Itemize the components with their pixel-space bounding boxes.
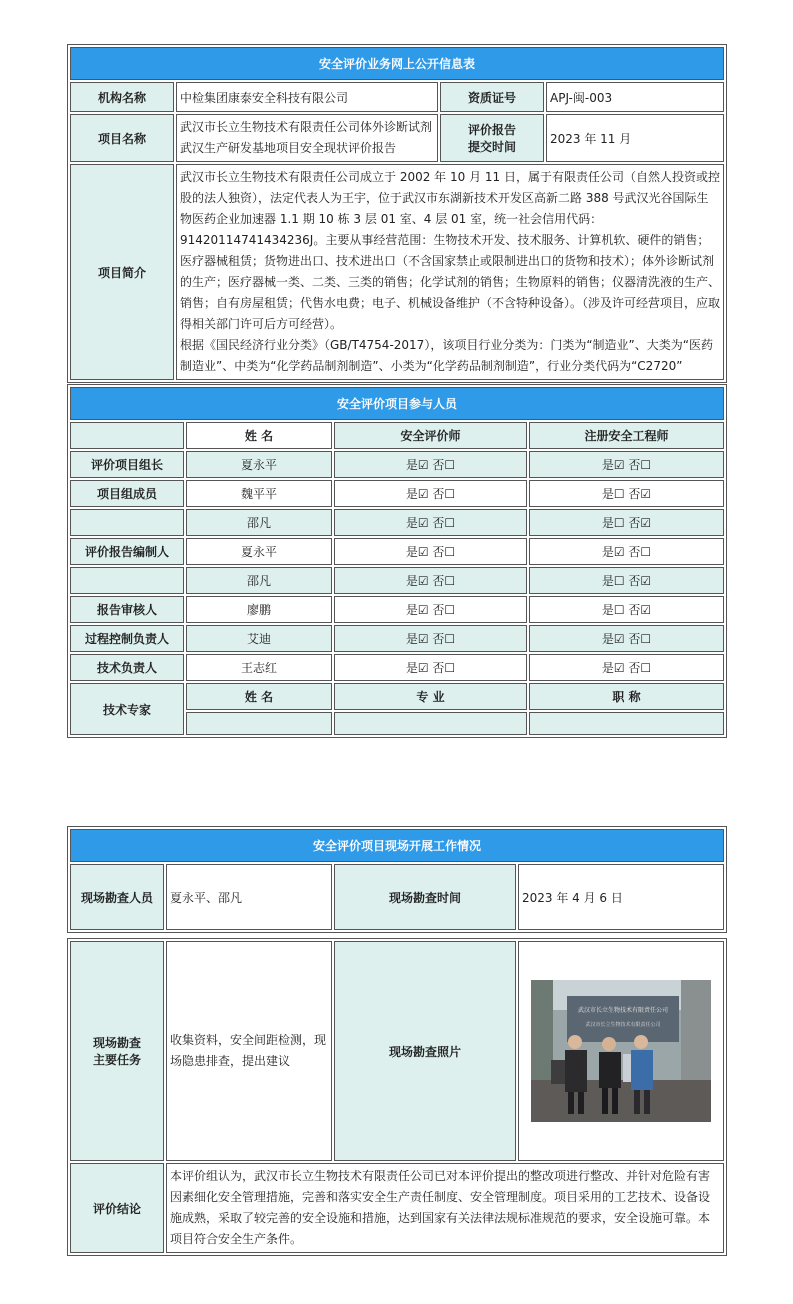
task-label xyxy=(70,941,164,1161)
engineer-check: 是☑ 否☐ xyxy=(529,538,724,565)
intro-label: 项目简介 xyxy=(70,164,174,380)
report-time-label-line1: 评价报告 xyxy=(467,123,516,137)
expert-major-cell xyxy=(334,712,527,735)
expert-col-name: 姓 名 xyxy=(186,683,332,710)
conclusion-label: 评价结论 xyxy=(70,1163,164,1253)
person-name: 夏永平 xyxy=(186,451,332,478)
report-time-label-line2: 提交时间 xyxy=(467,140,516,154)
evaluator-check: 是☑ 否☐ xyxy=(334,654,527,681)
role: 过程控制负责人 xyxy=(70,625,184,652)
role: 报告审核人 xyxy=(70,596,184,623)
site-work-table xyxy=(67,826,727,933)
report-time-label xyxy=(440,114,544,162)
expert-col-major: 专 业 xyxy=(334,683,527,710)
col-engineer: 注册安全工程师 xyxy=(529,422,724,449)
photo-cell xyxy=(518,941,724,1161)
person-name: 夏永平 xyxy=(186,538,332,565)
evaluator-check: 是☑ 否☐ xyxy=(334,480,527,507)
person-name: 邵凡 xyxy=(186,567,332,594)
engineer-check: 是☑ 否☐ xyxy=(529,625,724,652)
survey-time-label: 现场勘查时间 xyxy=(334,864,516,930)
role: 技术负责人 xyxy=(70,654,184,681)
survey-detail-table xyxy=(67,938,727,1256)
evaluator-check: 是☑ 否☐ xyxy=(334,509,527,536)
table-row xyxy=(70,451,724,478)
survey-time-value: 2023 年 4 月 6 日 xyxy=(518,864,724,930)
site-work-title: 安全评价项目现场开展工作情况 xyxy=(70,829,724,862)
person-name: 邵凡 xyxy=(186,509,332,536)
project-value: 武汉市长立生物技术有限责任公司体外诊断试剂武汉生产研发基地项目安全现状评价报告 xyxy=(176,114,438,162)
engineer-check: 是☐ 否☑ xyxy=(529,567,724,594)
expert-title-cell xyxy=(529,712,724,735)
role xyxy=(70,509,184,536)
intro-paragraph-1: 武汉市长立生物技术有限责任公司成立于 2002 年 10 月 11 日，属于有限责任公司（自然人投资或控股的法人独资），法定代表人为王宇，位于武汉市东湖新技术开发区高新二路 388 号武汉光谷国际生物医药企业加速器 1.1 期 10 栋 3 层 01 室、4 层 01 室，统一社会信用代码：91420114741434236J。主要从事经营范围：生物技术开发、技术服务、计算机软、硬件的销售；医疗器械租赁；货物进出口、技术进出口（不含国家禁止或限制进出口的货物和技术）；体外诊断试剂的生产；医疗器械一类、二类、三类的销售；化学试剂的销售；生物原料的销售；仪器清洗液的生产、销售；自有房屋租赁；代售水电费；电子、机械设备维护（不含特种设备）。（涉及许可经营项目，应取得相关部门许可后方可经营）。 xyxy=(180,170,721,331)
evaluator-check: 是☑ 否☐ xyxy=(334,538,527,565)
public-info-table xyxy=(67,44,727,383)
expert-name-cell xyxy=(186,712,332,735)
survey-people-label: 现场勘查人员 xyxy=(70,864,164,930)
engineer-check: 是☑ 否☐ xyxy=(529,451,724,478)
role xyxy=(70,567,184,594)
report-time-value: 2023 年 11 月 xyxy=(546,114,724,162)
participants-table xyxy=(67,384,727,738)
header-empty xyxy=(70,422,184,449)
table-row xyxy=(70,538,724,565)
task-value: 收集资料，安全间距检测，现场隐患排查，提出建议 xyxy=(166,941,332,1161)
table-row xyxy=(70,509,724,536)
expert-label: 技术专家 xyxy=(70,683,184,735)
role: 评价项目组长 xyxy=(70,451,184,478)
project-label: 项目名称 xyxy=(70,114,174,162)
expert-col-title: 职 称 xyxy=(529,683,724,710)
site-survey-photo xyxy=(531,980,711,1122)
role: 评价报告编制人 xyxy=(70,538,184,565)
col-name: 姓 名 xyxy=(186,422,332,449)
engineer-check: 是☐ 否☑ xyxy=(529,509,724,536)
survey-people-value: 夏永平、邵凡 xyxy=(166,864,332,930)
engineer-check: 是☐ 否☑ xyxy=(529,480,724,507)
participants-title: 安全评价项目参与人员 xyxy=(70,387,724,420)
person-name: 魏平平 xyxy=(186,480,332,507)
role: 项目组成员 xyxy=(70,480,184,507)
cert-label: 资质证号 xyxy=(440,82,544,112)
evaluator-check: 是☑ 否☐ xyxy=(334,567,527,594)
photo-sign-2: 武汉市长立生物技术有限责任公司 xyxy=(585,1022,661,1028)
evaluator-check: 是☑ 否☐ xyxy=(334,451,527,478)
person-name: 廖鹏 xyxy=(186,596,332,623)
evaluator-check: 是☑ 否☐ xyxy=(334,596,527,623)
conclusion-value: 本评价组认为，武汉市长立生物技术有限责任公司已对本评价提出的整改项进行整改、并针对危险有害因素细化安全管理措施，完善和落实安全生产责任制度、安全管理制度。项目采用的工艺技术、设备设施成熟，采取了较完善的安全设施和措施，达到国家有关法律法规标准规范的要求，安全设施可靠。本项目符合安全生产条件。 xyxy=(166,1163,724,1253)
org-label: 机构名称 xyxy=(70,82,174,112)
cert-value: APJ-闽-003 xyxy=(546,82,724,112)
table-row xyxy=(70,567,724,594)
engineer-check: 是☐ 否☑ xyxy=(529,596,724,623)
engineer-check: 是☑ 否☐ xyxy=(529,654,724,681)
table-title: 安全评价业务网上公开信息表 xyxy=(70,47,724,80)
table-row xyxy=(70,654,724,681)
table-row xyxy=(70,625,724,652)
task-label-line1: 现场勘查 xyxy=(92,1036,141,1050)
table-row xyxy=(70,480,724,507)
task-label-line2: 主要任务 xyxy=(92,1053,141,1067)
photo-sign-1: 武汉市长立生物技术有限责任公司 xyxy=(577,1007,669,1014)
person-name: 艾迪 xyxy=(186,625,332,652)
col-evaluator: 安全评价师 xyxy=(334,422,527,449)
photo-label: 现场勘查照片 xyxy=(334,941,516,1161)
evaluator-check: 是☑ 否☐ xyxy=(334,625,527,652)
person-name: 王志红 xyxy=(186,654,332,681)
intro-paragraph-2: 根据《国民经济行业分类》（GB/T4754-2017），该项目行业分类为：门类为“制造业”、大类为“医药制造业”、中类为“化学药品制剂制造”、小类为“化学药品制剂制造”，行业分类代码为“C2720” xyxy=(180,338,713,373)
org-value: 中检集团康泰安全科技有限公司 xyxy=(176,82,438,112)
intro-value xyxy=(176,164,724,380)
table-row xyxy=(70,596,724,623)
